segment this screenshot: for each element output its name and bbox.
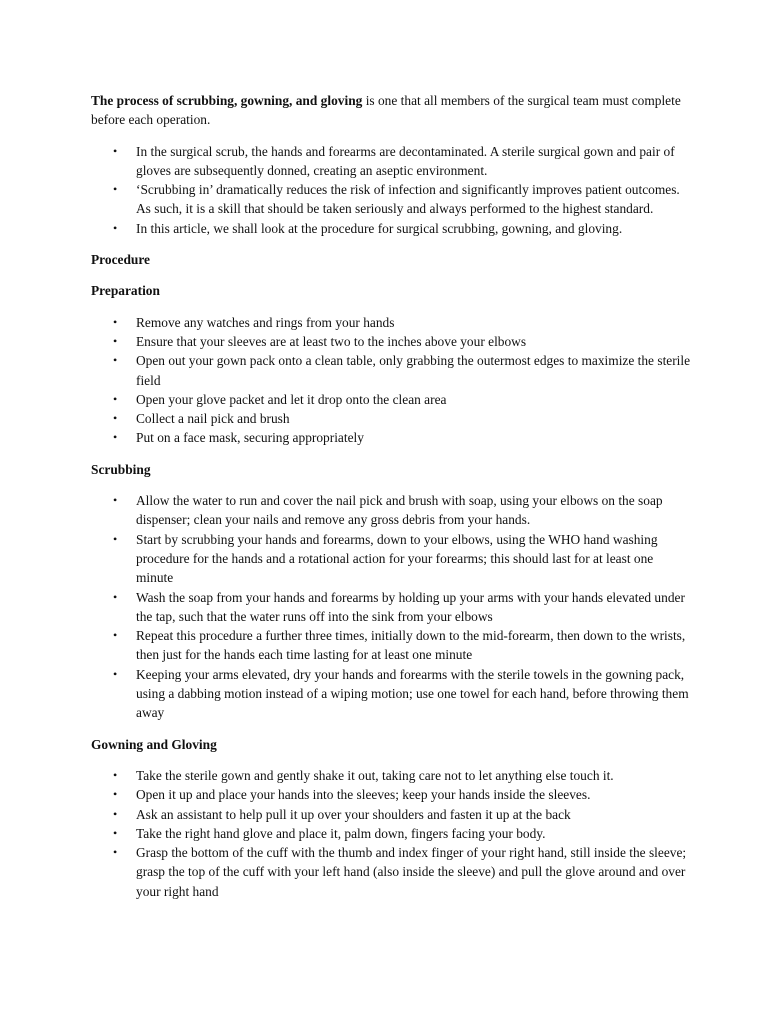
list-item-text: Open your glove packet and let it drop onto the clean area (136, 391, 447, 407)
list-item-text: In the surgical scrub, the hands and forearms are decontaminated. A sterile surgical gown and pair of gloves are subsequently donned, creating an aseptic environment. (136, 143, 675, 178)
list-item (91, 313, 691, 332)
list-item (91, 588, 691, 627)
overview-list (91, 142, 691, 238)
intro-paragraph (91, 91, 691, 130)
heading-scrubbing: Scrubbing (91, 461, 151, 477)
list-item (91, 180, 691, 219)
bullet-icon: • (113, 825, 118, 840)
bullet-icon: • (113, 531, 118, 546)
bullet-icon: • (113, 589, 118, 604)
preparation-list (91, 313, 691, 448)
list-item (91, 491, 691, 530)
list-item (91, 409, 691, 428)
bullet-icon: • (113, 220, 118, 235)
list-item (91, 219, 691, 238)
list-item (91, 530, 691, 588)
bullet-icon: • (113, 493, 118, 508)
bullet-icon: • (113, 806, 118, 821)
heading-gowning-and-gloving: Gowning and Gloving (91, 736, 217, 752)
bullet-icon: • (113, 666, 118, 681)
gowning-list (91, 766, 691, 901)
list-item-text: Ensure that your sleeves are at least two to the inches above your elbows (136, 333, 527, 349)
bullet-icon: • (113, 314, 118, 329)
bullet-icon: • (113, 845, 118, 860)
list-item (91, 351, 691, 390)
list-item (91, 626, 691, 665)
list-item-text: Put on a face mask, securing appropriately (136, 430, 364, 446)
document-page (91, 91, 691, 913)
list-item-text: Keeping your arms elevated, dry your hands and forearms with the sterile towels in the gowning pack, using a dabbing motion instead of a wiping motion; use one towel for each hand, before throwing them away (136, 666, 689, 721)
list-item (91, 805, 691, 824)
list-item-text: Take the right hand glove and place it, palm down, fingers facing your body. (136, 825, 546, 841)
list-item (91, 843, 691, 901)
heading-procedure: Procedure (91, 252, 151, 268)
list-item (91, 390, 691, 409)
list-item-text: Grasp the bottom of the cuff with the thumb and index finger of your right hand, still inside the sleeve; grasp the top of the cuff with your left hand (also inside the sleeve) and pull the glove around and over your right hand (136, 845, 687, 899)
bullet-icon: • (113, 353, 118, 368)
list-item-text: ‘Scrubbing in’ dramatically reduces the risk of infection and significantly improves patient outcomes. As such, it is a skill that should be taken seriously and always performed to the highest standard. (136, 182, 680, 217)
list-item-text: Open it up and place your hands into the sleeves; keep your hands inside the sleeves. (136, 787, 591, 803)
bullet-icon: • (113, 411, 118, 426)
list-item (91, 665, 691, 723)
list-item (91, 766, 691, 785)
list-item (91, 142, 691, 181)
list-item (91, 785, 691, 804)
list-item-text: Wash the soap from your hands and forearms by holding up your arms with your hands elevated under the tap, such that the water runs off into the sink from your elbows (136, 589, 685, 624)
intro-bold: The process of scrubbing, gowning, and gloving (91, 93, 363, 108)
list-item-text: Collect a nail pick and brush (136, 411, 290, 427)
bullet-icon: • (113, 182, 118, 197)
list-item (91, 332, 691, 351)
list-item (91, 428, 691, 447)
bullet-icon: • (113, 143, 118, 158)
list-item-text: Repeat this procedure a further three times, initially down to the mid-forearm, then down to the wrists, then just for the hands each time lasting for at least one minute (136, 628, 686, 663)
bullet-icon: • (113, 333, 118, 348)
scrubbing-list (91, 491, 691, 723)
bullet-icon: • (113, 391, 118, 406)
list-item-text: Allow the water to run and cover the nail pick and brush with soap, using your elbows on the soap dispenser; clean your nails and remove any gross debris from your hands. (136, 493, 663, 528)
list-item (91, 824, 691, 843)
list-item-text: Take the sterile gown and gently shake it out, taking care not to let anything else touch it. (136, 767, 614, 783)
heading-preparation: Preparation (91, 283, 160, 299)
intro-text: is one that all members of the surgical team must complete before each operation. (91, 93, 681, 128)
bullet-icon: • (113, 628, 118, 643)
bullet-icon: • (113, 787, 118, 802)
list-item-text: Remove any watches and rings from your hands (136, 314, 395, 330)
list-item-text: Ask an assistant to help pull it up over your shoulders and fasten it up at the back (136, 806, 571, 822)
list-item-text: Open out your gown pack onto a clean table, only grabbing the outermost edges to maximize the sterile field (136, 353, 691, 388)
list-item-text: In this article, we shall look at the procedure for surgical scrubbing, gowning, and gloving. (136, 220, 623, 236)
list-item-text: Start by scrubbing your hands and forearms, down to your elbows, using the WHO hand washing procedure for the hands and a rotational action for your forearms; this should last for at least one minute (136, 531, 658, 586)
bullet-icon: • (113, 767, 118, 782)
bullet-icon: • (113, 430, 118, 445)
